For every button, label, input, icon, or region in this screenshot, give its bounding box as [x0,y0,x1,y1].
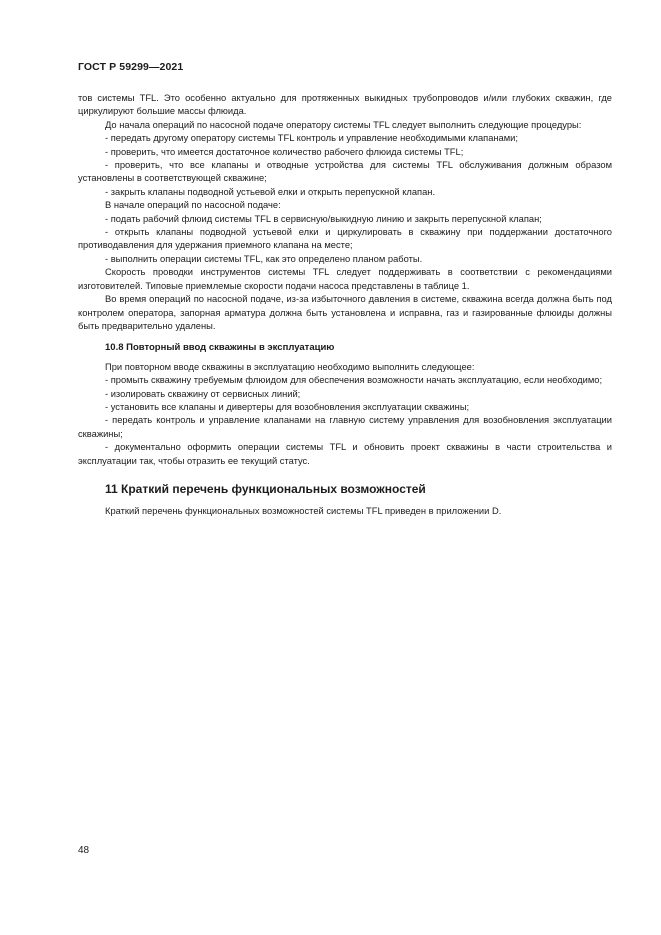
paragraph: - выполнить операции системы TFL, как это определено планом работы. [105,253,423,264]
paragraph-group-a [78,92,612,333]
paragraph: До начала операций по насосной подаче оператору системы TFL следует выполнить следующие процедуры: [105,119,582,130]
section-11-text: Краткий перечень функциональных возможностей системы TFL приведен в приложении D. [105,506,502,517]
paragraph: - передать другому оператору системы TFL контроль и управление необходимыми клапанами; [105,133,518,144]
paragraph-group-b [78,361,612,468]
paragraph: - документально оформить операции системы TFL и обновить проект скважины в части строительства и эксплуатации так, чтобы отразить ее текущий статус. [78,442,612,466]
paragraph: - установить все клапаны и дивертеры для возобновления эксплуатации скважины; [105,401,470,412]
paragraph: тов системы TFL. Это особенно актуально для протяженных выкидных трубопроводов и/или глубоких скважин, где циркулируют большие массы флюида. [78,93,612,117]
paragraph: - проверить, что имеется достаточное количество рабочего флюида системы TFL; [105,146,464,157]
paragraph: - промыть скважину требуемым флюидом для обеспечения возможности начать эксплуатацию, если необходимо; [105,375,603,386]
section-10-8-heading: 10.8 Повторный ввод скважины в эксплуатацию [105,342,335,354]
paragraph: - закрыть клапаны подводной устьевой елки и открыть перепускной клапан. [105,186,436,197]
page-body [78,92,612,519]
page-number: 48 [78,845,90,856]
paragraph: Во время операций по насосной подаче, из-за избыточного давления в системе, скважина всегда должна быть под контролем оператора, запорная арматура должна быть установлена и исправна, газ и газированные флюиды должны быть предварительно удалены. [78,294,612,331]
paragraph: - открыть клапаны подводной устьевой елки и циркулировать в скважину при поддержании достаточного противодавления для удержания приемного клапана на месте; [78,227,612,251]
paragraph: В начале операций по насосной подаче: [105,200,281,211]
paragraph: Скорость проводки инструментов системы TFL следует поддерживать в соответствии с рекомендациями изготовителей. Типовые приемлемые скорости подачи насоса представлены в таблице 1. [78,267,612,291]
document-header: ГОСТ Р 59299—2021 [78,61,184,73]
section-11-heading: 11 Краткий перечень функциональных возможностей [105,481,426,496]
paragraph: - подать рабочий флюид системы TFL в сервисную/выкидную линию и закрыть перепускной клапан; [105,213,542,224]
paragraph: - проверить, что все клапаны и отводные устройства для системы TFL обслуживания должным образом установлены в соответствующей скважине; [78,160,612,184]
paragraph: При повторном вводе скважины в эксплуатацию необходимо выполнить следующее: [105,361,475,372]
paragraph: - изолировать скважину от сервисных линий; [105,388,301,399]
paragraph: - передать контроль и управление клапанами на главную систему управления для возобновления эксплуатации скважины; [78,415,612,439]
